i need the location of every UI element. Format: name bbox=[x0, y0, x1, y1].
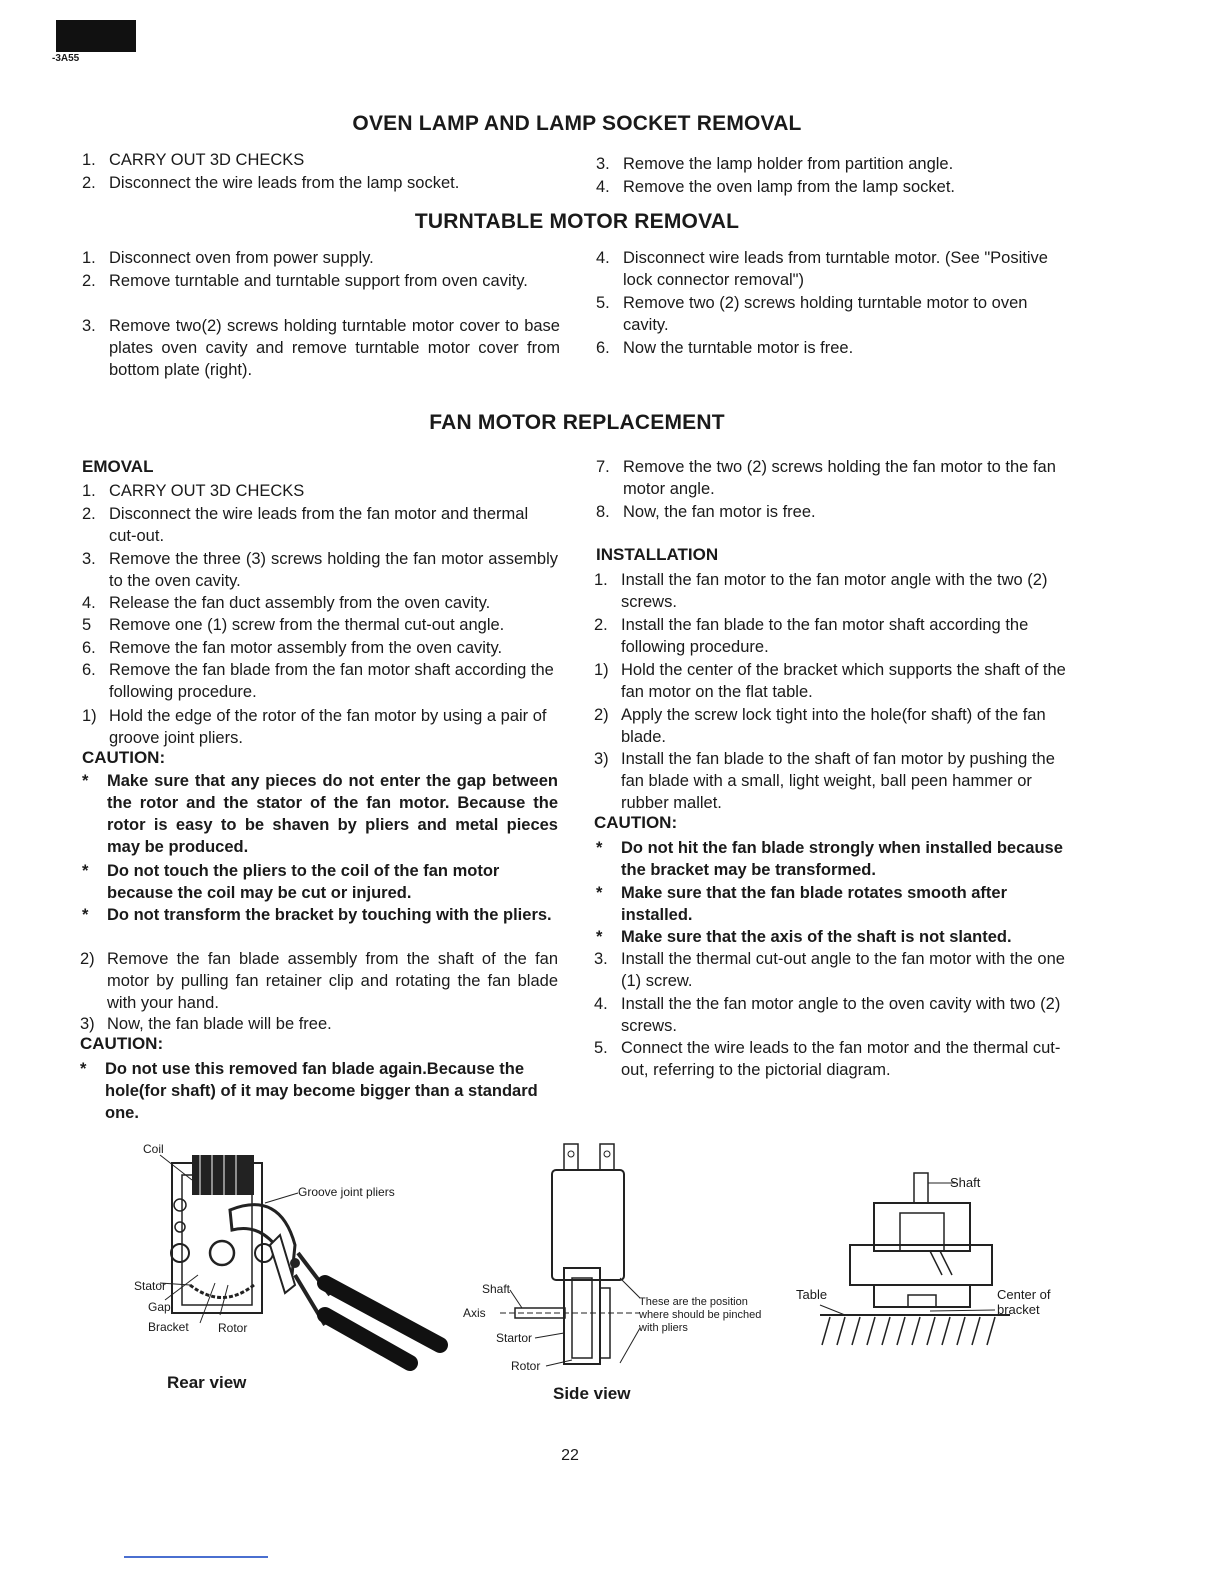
model-number: -3A55 bbox=[52, 53, 80, 64]
list-item: 3. Remove the three (3) screws holding the fan motor assembly to the oven cavity. bbox=[82, 550, 558, 590]
list-item: 2) Apply the screw lock tight into the hole(for shaft) of the fan blade. bbox=[594, 706, 1046, 746]
list-item: 2. Disconnect the wire leads from the fan motor and thermal cut-out. bbox=[82, 505, 529, 545]
label-pinch-note: These are the position where should be pinched with pliers bbox=[639, 1296, 762, 1334]
page-number: 22 bbox=[561, 1447, 579, 1464]
list-item: 6. Remove the fan blade from the fan motor shaft according the following procedure. bbox=[82, 661, 554, 701]
label-coil: Coil bbox=[143, 1142, 164, 1156]
list-item: 5. Remove two (2) screws holding turntable motor to oven cavity. bbox=[596, 294, 1028, 334]
label-shaft: Shaft bbox=[950, 1175, 981, 1190]
caution-heading: CAUTION: bbox=[80, 1034, 164, 1053]
list-item: 1. Disconnect oven from power supply. bbox=[82, 249, 374, 267]
label-pliers: Groove joint pliers bbox=[298, 1185, 395, 1199]
label-stator: Stator bbox=[134, 1279, 167, 1293]
caution-heading: CAUTION: bbox=[82, 748, 166, 767]
table-figure bbox=[790, 1165, 1070, 1355]
list-item: 4. Disconnect wire leads from turntable motor. (See "Positive lock connector removal") bbox=[596, 249, 1048, 289]
list-item: 6. Remove the fan motor assembly from the oven cavity. bbox=[82, 639, 503, 657]
caption-rear-view: Rear view bbox=[167, 1373, 247, 1392]
section-title-turntable: TURNTABLE MOTOR REMOVAL bbox=[414, 210, 740, 233]
caution-item: * Do not use this removed fan blade again.Because the hole(for shaft) of it may become bigger than a standard one. bbox=[80, 1060, 538, 1122]
list-item: 5 Remove one (1) screw from the thermal cut-out angle. bbox=[82, 616, 505, 634]
list-item: 1) Hold the center of the bracket which supports the shaft of the fan motor on the flat table. bbox=[594, 661, 1066, 701]
header-black-mark bbox=[56, 20, 136, 52]
list-item: 2. Remove turntable and turntable support from oven cavity. bbox=[82, 272, 528, 290]
caution-item: * Make sure that the fan blade rotates smooth after installed. bbox=[596, 884, 1008, 924]
list-item: 1. CARRY OUT 3D CHECKS bbox=[82, 151, 305, 169]
caution-item: * Do not hit the fan blade strongly when installed because the bracket may be transformed. bbox=[596, 839, 1063, 879]
list-item: 5. Connect the wire leads to the fan motor and the thermal cut-out, referring to the pictorial diagram. bbox=[594, 1039, 1061, 1079]
list-item: 3. Remove the lamp holder from partition angle. bbox=[596, 155, 954, 173]
section-title-oven-lamp: OVEN LAMP AND LAMP SOCKET REMOVAL bbox=[352, 112, 802, 135]
label-table: Table bbox=[796, 1287, 828, 1302]
list-item: 1. CARRY OUT 3D CHECKS bbox=[82, 482, 305, 500]
list-item: 3) Now, the fan blade will be free. bbox=[80, 1015, 332, 1033]
list-item: 7. Remove the two (2) screws holding the fan motor to the fan motor angle. bbox=[596, 458, 1056, 498]
label-center-of-bracket: Center of bracket bbox=[997, 1287, 1051, 1317]
label-bracket: Bracket bbox=[148, 1320, 189, 1334]
section-title-fan-motor: FAN MOTOR REPLACEMENT bbox=[429, 411, 725, 434]
caution-heading: CAUTION: bbox=[594, 813, 678, 832]
label-startor: Startor bbox=[496, 1331, 533, 1345]
list-item: 4. Install the the fan motor angle to the oven cavity with two (2) screws. bbox=[594, 995, 1061, 1035]
installation-heading: INSTALLATION bbox=[596, 545, 719, 564]
list-item: 3) Install the fan blade to the shaft of fan motor by pushing the fan blade with a small, light weight, ball peen hammer or rubber mallet. bbox=[594, 750, 1055, 812]
label-axis: Axis bbox=[463, 1306, 486, 1320]
label-gap: Gap bbox=[148, 1300, 171, 1314]
list-item: 2. Disconnect the wire leads from the lamp socket. bbox=[82, 174, 460, 192]
list-item: 3. Remove two(2) screws holding turntable motor cover to base plates oven cavity and remove turntable motor cover from bottom plate (right). bbox=[82, 317, 560, 379]
list-item: 1. Install the fan motor to the fan motor angle with the two (2) screws. bbox=[594, 571, 1048, 611]
list-item: 3. Install the thermal cut-out angle to the fan motor with the one (1) screw. bbox=[594, 950, 1065, 990]
caution-item: * Make sure that the axis of the shaft is not slanted. bbox=[596, 928, 1012, 946]
caution-item: * Make sure that any pieces do not enter the gap between the rotor and the stator of the fan motor. Because the rotor is easy to be shaven by pliers and metal pieces may be produced. bbox=[82, 772, 558, 856]
list-item: 8. Now, the fan motor is free. bbox=[596, 503, 816, 521]
label-rotor: Rotor bbox=[511, 1359, 541, 1373]
label-shaft: Shaft bbox=[482, 1282, 511, 1296]
removal-heading: EMOVAL bbox=[82, 457, 154, 476]
footer-line bbox=[124, 1556, 268, 1558]
list-item: 4. Release the fan duct assembly from the oven cavity. bbox=[82, 594, 491, 612]
list-item: 1) Hold the edge of the rotor of the fan motor by using a pair of groove joint pliers. bbox=[82, 707, 547, 747]
caution-item: * Do not touch the pliers to the coil of the fan motor because the coil may be cut or injured. bbox=[82, 862, 500, 902]
label-rotor: Rotor bbox=[218, 1321, 248, 1335]
list-item: 6. Now the turntable motor is free. bbox=[596, 339, 854, 357]
caption-side-view: Side view bbox=[553, 1384, 631, 1403]
rear-view-figure bbox=[120, 1135, 460, 1375]
caution-item: * Do not transform the bracket by touching with the pliers. bbox=[82, 906, 552, 924]
list-item: 2) Remove the fan blade assembly from the shaft of the fan motor by pulling fan retainer clip and rotating the fan blade with your hand. bbox=[80, 950, 558, 1012]
list-item: 2. Install the fan blade to the fan motor shaft according the following procedure. bbox=[594, 616, 1029, 656]
list-item: 4. Remove the oven lamp from the lamp socket. bbox=[596, 178, 955, 196]
